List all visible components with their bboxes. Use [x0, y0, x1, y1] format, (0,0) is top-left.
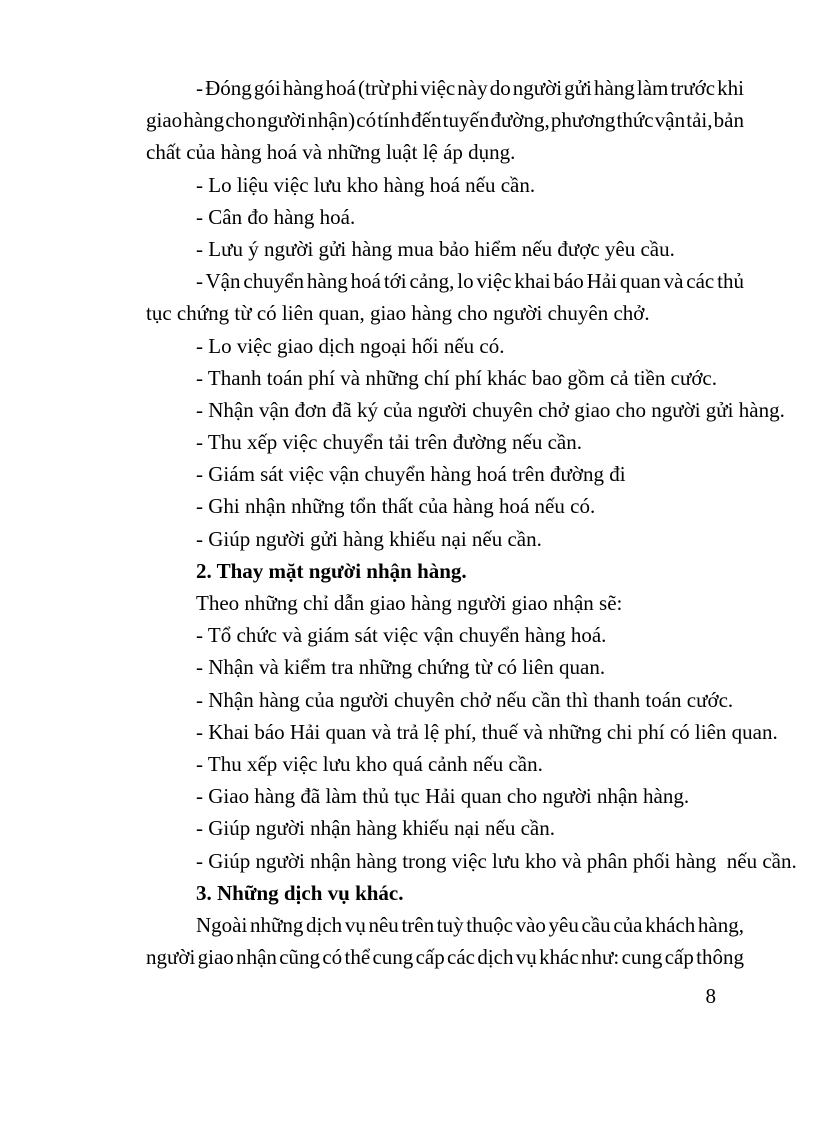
text-line-content: - Vận chuyển hàng hoá tới cảng, lo việc khai báo Hải quan và các thủ: [196, 269, 744, 294]
text-line-content: - Nhận vận đơn đã ký của người chuyên chở giao cho người gửi hàng.: [196, 397, 785, 422]
text-line: [146, 812, 744, 844]
text-line-content: - Giúp người nhận hàng khiếu nại nếu cần.: [196, 816, 555, 841]
text-line: [146, 104, 744, 136]
text-line: [146, 72, 744, 104]
text-line-content: - Giám sát việc vận chuyển hàng hoá trên đường đi: [196, 462, 626, 487]
text-line: [146, 941, 744, 973]
text-line: [146, 169, 744, 201]
text-line: [146, 587, 744, 619]
text-line-content: - Lưu ý người gửi hàng mua bảo hiểm nếu được yêu cầu.: [196, 236, 675, 261]
text-line: [146, 394, 785, 426]
document-body: [146, 72, 797, 973]
text-line: [146, 716, 778, 748]
text-line: [146, 780, 744, 812]
text-line: [146, 136, 744, 168]
text-line: [146, 651, 744, 683]
text-line: [146, 201, 744, 233]
text-line: [146, 748, 744, 780]
text-line-content: Ngoài những dịch vụ nêu trên tuỳ thuộc vào yêu cầu của khách hàng,: [196, 912, 744, 937]
text-line-content: Theo những chỉ dẫn giao hàng người giao nhận sẽ:: [196, 591, 623, 615]
text-line-content: - Thanh toán phí và những chí phí khác bao gồm cả tiền cước.: [196, 365, 718, 390]
text-line: [146, 845, 797, 877]
text-line-content: - Khai báo Hải quan và trả lệ phí, thuế và những chi phí có liên quan.: [196, 719, 778, 744]
text-line-content: người giao nhận cũng có thể cung cấp các dịch vụ khác như: cung cấp thông: [146, 945, 744, 970]
text-line: [146, 265, 744, 297]
text-line-content: - Lo liệu việc lưu kho hàng hoá nếu cần.: [196, 172, 536, 197]
text-line: [146, 330, 744, 362]
text-line-content: - Giao hàng đã làm thủ tục Hải quan cho người nhận hàng.: [196, 784, 690, 809]
text-line-content: 3. Những dịch vụ khác.: [196, 880, 404, 905]
text-line: [146, 297, 744, 329]
text-line-content: - Thu xếp việc lưu kho quá cảnh nếu cần.: [196, 751, 543, 776]
text-line: [146, 523, 744, 555]
section-heading: [146, 877, 744, 909]
text-line-content: - Tổ chức và giám sát việc vận chuyển hàng hoá.: [196, 623, 607, 648]
text-line-content: - Lo việc giao dịch ngoại hối nếu có.: [196, 333, 505, 358]
text-line: [146, 684, 744, 716]
text-line-content: - Giúp người nhận hàng trong việc lưu kho và phân phối hàng nếu cần.: [196, 848, 797, 873]
text-line-content: - Cân đo hàng hoá.: [196, 204, 356, 229]
text-line-content: - Nhận và kiểm tra những chứng từ có liên quan.: [196, 655, 606, 680]
text-line: [146, 458, 744, 490]
text-line-content: - Thu xếp việc chuyển tải trên đường nếu cần.: [196, 430, 582, 455]
text-line: [146, 362, 744, 394]
text-line: [146, 233, 744, 265]
text-line: [146, 490, 744, 522]
text-line-content: giao hàng cho người nhận) có tính đến tuyến đường, phương thức vận tải, bản: [146, 108, 744, 133]
text-line-content: chất của hàng hoá và những luật lệ áp dụng.: [146, 140, 516, 165]
text-line-content: - Nhận hàng của người chuyên chở nếu cần thì thanh toán cước.: [196, 687, 734, 712]
text-line: [146, 619, 744, 651]
text-line: [146, 426, 744, 458]
text-line-content: - Ghi nhận những tổn thất của hàng hoá nếu có.: [196, 494, 596, 519]
section-heading: [146, 555, 744, 587]
text-line: [146, 909, 744, 941]
page-number: 8: [705, 984, 716, 1008]
text-line-content: - Đóng gói hàng hoá (trừ phi việc này do người gửi hàng làm trước khi: [196, 76, 744, 100]
text-line-content: 2. Thay mặt người nhận hàng.: [196, 558, 467, 583]
text-line-content: tục chứng từ có liên quan, giao hàng cho người chuyên chở.: [146, 301, 650, 326]
text-line-content: - Giúp người gửi hàng khiếu nại nếu cần.: [196, 526, 542, 551]
